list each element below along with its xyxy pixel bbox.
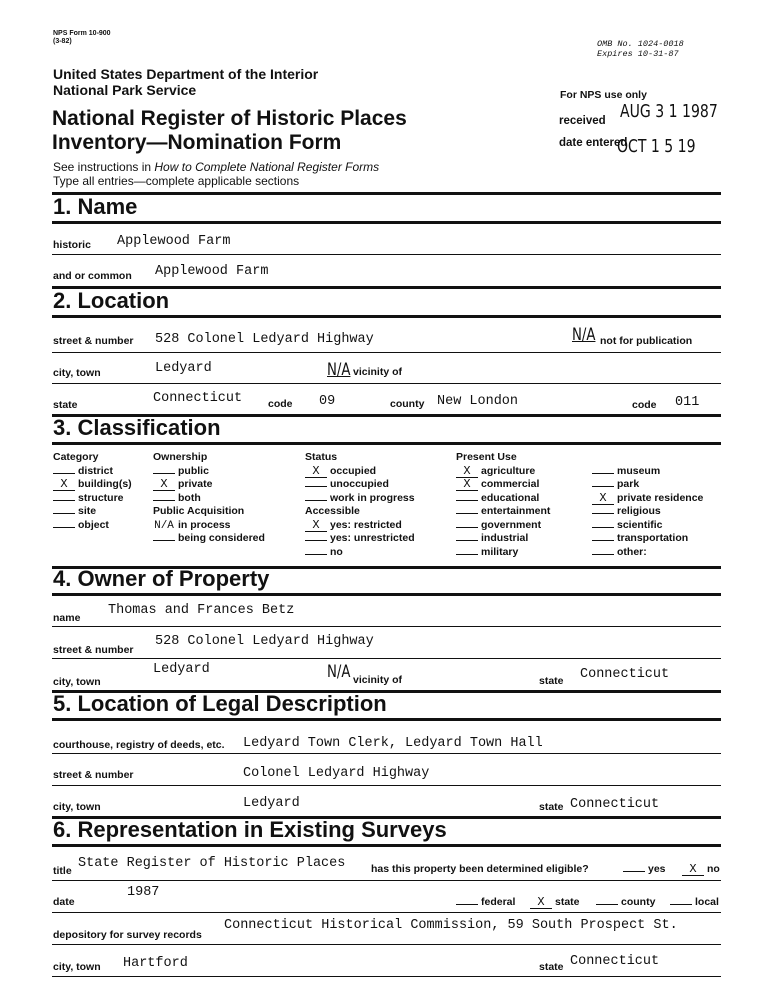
field-line bbox=[52, 383, 721, 384]
present-use-option[interactable]: scientific bbox=[592, 519, 703, 533]
present-use-option[interactable]: educational bbox=[456, 492, 550, 506]
ownership-column bbox=[153, 451, 265, 546]
survey-title-value: State Register of Historic Places bbox=[78, 856, 346, 871]
state-code-label: code bbox=[268, 398, 293, 410]
state-label: state bbox=[53, 399, 78, 411]
checkbox[interactable]: N/A bbox=[154, 519, 174, 532]
received-label: received bbox=[559, 115, 606, 127]
date-entered-label: date entered bbox=[559, 137, 628, 149]
received-stamp: AUG 3 1 1987 bbox=[620, 101, 718, 122]
legal-state-value: Connecticut bbox=[570, 797, 660, 812]
field-line bbox=[52, 944, 721, 945]
present-use-option[interactable]: X private residence bbox=[592, 492, 703, 506]
county-code-value: 011 bbox=[675, 395, 700, 410]
survey-city-label: city, town bbox=[53, 961, 101, 973]
field-line bbox=[52, 785, 721, 786]
present-use-option[interactable]: entertainment bbox=[456, 505, 550, 519]
checkbox[interactable] bbox=[53, 527, 75, 528]
checkbox[interactable] bbox=[153, 540, 175, 541]
survey-state[interactable]: X state bbox=[530, 896, 580, 909]
present-use-option[interactable]: other: bbox=[592, 546, 703, 560]
owner-vicinity-label: vicinity of bbox=[353, 674, 403, 686]
legal-street-label: street & number bbox=[53, 769, 134, 781]
present-use-option[interactable]: military bbox=[456, 546, 550, 560]
eligible-question: has this property been determined eligible? bbox=[371, 863, 589, 875]
survey-city-value: Hartford bbox=[123, 956, 188, 971]
status-column bbox=[305, 451, 415, 559]
depository-label: depository for survey records bbox=[53, 929, 202, 941]
section-divider bbox=[52, 718, 721, 721]
owner-name-label: name bbox=[53, 612, 81, 624]
service-name: National Park Service bbox=[53, 82, 197, 98]
field-line bbox=[52, 912, 721, 913]
checkbox[interactable] bbox=[592, 527, 614, 528]
owner-city-value: Ledyard bbox=[153, 662, 210, 677]
present-use-option[interactable]: X agriculture bbox=[456, 465, 550, 479]
section-divider bbox=[52, 315, 721, 318]
ownership-option[interactable]: public bbox=[153, 465, 265, 479]
owner-name-value: Thomas and Frances Betz bbox=[108, 603, 295, 618]
omb-expires: Expires 10-31-87 bbox=[597, 49, 679, 59]
checkbox[interactable] bbox=[596, 904, 618, 905]
survey-state-label: state bbox=[539, 961, 564, 973]
field-line bbox=[52, 254, 721, 255]
category-option[interactable]: site bbox=[53, 505, 132, 519]
legal-city-label: city, town bbox=[53, 801, 101, 813]
section-1-heading: 1. Name bbox=[53, 194, 138, 219]
checkbox[interactable] bbox=[456, 904, 478, 905]
checkbox[interactable] bbox=[53, 500, 75, 501]
section-6-heading: 6. Representation in Existing Surveys bbox=[53, 817, 447, 842]
field-line bbox=[52, 880, 721, 881]
checkbox[interactable] bbox=[456, 513, 478, 514]
status-option[interactable]: unoccupied bbox=[305, 478, 415, 492]
accessible-option[interactable]: X yes: restricted bbox=[305, 519, 415, 533]
present-use-column bbox=[456, 451, 550, 559]
section-4-heading: 4. Owner of Property bbox=[53, 566, 270, 591]
section-5-heading: 5. Location of Legal Description bbox=[53, 691, 387, 716]
date-entered-stamp: OCT 1 5 19 bbox=[617, 136, 696, 157]
section-3-heading: 3. Classification bbox=[53, 415, 221, 440]
checkbox[interactable] bbox=[456, 554, 478, 555]
section-2-heading: 2. Location bbox=[53, 288, 170, 313]
section-divider bbox=[52, 221, 721, 224]
omb-number: OMB No. 1024-0018 bbox=[597, 39, 684, 49]
checkbox[interactable] bbox=[456, 527, 478, 528]
checkbox[interactable]: X bbox=[456, 479, 478, 491]
acquisition-option[interactable]: N/A in process bbox=[154, 518, 231, 532]
survey-date-label: date bbox=[53, 896, 75, 908]
owner-city-label: city, town bbox=[53, 676, 101, 688]
county-value: New London bbox=[437, 394, 519, 409]
legal-state-label: state bbox=[539, 801, 564, 813]
present-use-option[interactable]: industrial bbox=[456, 532, 550, 546]
owner-state-label: state bbox=[539, 675, 564, 687]
accessible-option[interactable]: yes: unrestricted bbox=[305, 532, 415, 546]
category-heading: Category bbox=[53, 451, 99, 463]
owner-state-value: Connecticut bbox=[580, 667, 670, 682]
status-heading: Status bbox=[305, 451, 338, 463]
field-line bbox=[52, 658, 721, 659]
instructions-title: How to Complete National Register Forms bbox=[154, 160, 380, 174]
form-title-line1: National Register of Historic Places bbox=[52, 107, 407, 130]
form-date: (3-82) bbox=[53, 38, 72, 45]
eligible-no[interactable]: X no bbox=[682, 863, 720, 876]
nps-use-only: For NPS use only bbox=[560, 89, 647, 101]
legal-city-value: Ledyard bbox=[243, 796, 300, 811]
checkbox[interactable] bbox=[305, 554, 327, 555]
survey-local[interactable]: local bbox=[670, 896, 719, 908]
checkbox[interactable]: X bbox=[456, 466, 478, 478]
field-line bbox=[52, 976, 721, 977]
courthouse-label: courthouse, registry of deeds, etc. bbox=[53, 739, 225, 751]
category-column bbox=[53, 451, 132, 532]
checkbox[interactable]: X bbox=[682, 864, 704, 876]
present-use-option[interactable]: X commercial bbox=[456, 478, 550, 492]
historic-label: historic bbox=[53, 239, 91, 251]
owner-street-value: 528 Colonel Ledyard Highway bbox=[155, 634, 374, 649]
checkbox[interactable] bbox=[305, 486, 327, 487]
accessible-option[interactable]: no bbox=[305, 546, 415, 560]
form-title-line2: Inventory—Nomination Form bbox=[52, 131, 342, 154]
instructions-line1: See instructions in How to Complete National Register Forms bbox=[53, 160, 380, 174]
ownership-option[interactable]: both bbox=[153, 492, 265, 506]
county-code-label: code bbox=[632, 399, 657, 411]
status-option[interactable]: X occupied bbox=[305, 465, 415, 479]
survey-federal[interactable]: federal bbox=[456, 896, 515, 908]
status-option[interactable]: work in progress bbox=[305, 492, 415, 506]
location-city-value: Ledyard bbox=[155, 361, 212, 376]
checkbox[interactable] bbox=[305, 500, 327, 501]
field-line bbox=[52, 626, 721, 627]
ownership-heading: Ownership bbox=[153, 451, 208, 463]
ownership-option[interactable]: X private bbox=[153, 478, 265, 492]
present-use-heading: Present Use bbox=[456, 451, 517, 463]
checkbox[interactable] bbox=[592, 473, 614, 474]
survey-state-value: Connecticut bbox=[570, 954, 660, 969]
eligible-yes[interactable]: yes bbox=[623, 863, 666, 875]
survey-date-value: 1987 bbox=[127, 885, 160, 900]
present-use-option[interactable]: government bbox=[456, 519, 550, 533]
owner-street-label: street & number bbox=[53, 644, 134, 656]
checkbox[interactable]: X bbox=[530, 897, 552, 909]
owner-vicinity-mark: N/A bbox=[327, 662, 351, 682]
form-number: NPS Form 10-900 bbox=[53, 30, 111, 37]
checkbox[interactable] bbox=[456, 500, 478, 501]
present-use-option[interactable]: religious bbox=[592, 505, 703, 519]
county-label: county bbox=[390, 398, 425, 410]
checkbox[interactable]: X bbox=[305, 466, 327, 478]
common-name-value: Applewood Farm bbox=[155, 264, 269, 279]
category-option[interactable]: district bbox=[53, 465, 132, 479]
present-use-option[interactable]: transportation bbox=[592, 532, 703, 546]
checkbox[interactable] bbox=[53, 473, 75, 474]
present-use-option[interactable]: museum bbox=[592, 465, 703, 479]
checkbox[interactable]: X bbox=[592, 493, 614, 505]
not-for-publication-label: not for publication bbox=[600, 335, 693, 347]
depository-value: Connecticut Historical Commission, 59 South Prospect St. bbox=[224, 918, 678, 933]
field-line bbox=[52, 352, 721, 353]
checkbox[interactable] bbox=[592, 513, 614, 514]
survey-county[interactable]: county bbox=[596, 896, 655, 908]
section-divider bbox=[52, 192, 721, 195]
department-name: United States Department of the Interior bbox=[53, 66, 319, 82]
vicinity-mark: N/A bbox=[327, 360, 351, 380]
field-line bbox=[52, 753, 721, 754]
checkbox[interactable] bbox=[305, 540, 327, 541]
accessible-heading: Accessible bbox=[305, 505, 360, 517]
checkbox[interactable]: X bbox=[53, 479, 75, 491]
checkbox[interactable] bbox=[456, 540, 478, 541]
category-option[interactable]: object bbox=[53, 519, 132, 533]
historic-name-value: Applewood Farm bbox=[117, 234, 231, 249]
checkbox[interactable] bbox=[592, 486, 614, 487]
checkbox[interactable] bbox=[592, 554, 614, 555]
common-name-label: and or common bbox=[53, 270, 132, 282]
checkbox[interactable] bbox=[670, 904, 692, 905]
location-street-value: 528 Colonel Ledyard Highway bbox=[155, 332, 374, 347]
legal-street-value: Colonel Ledyard Highway bbox=[243, 766, 430, 781]
checkbox[interactable] bbox=[153, 500, 175, 501]
section-divider bbox=[52, 593, 721, 596]
courthouse-value: Ledyard Town Clerk, Ledyard Town Hall bbox=[243, 736, 543, 751]
checkbox[interactable] bbox=[592, 540, 614, 541]
checkbox[interactable] bbox=[53, 513, 75, 514]
checkbox[interactable] bbox=[623, 871, 645, 872]
acquisition-option[interactable]: being considered bbox=[153, 532, 265, 546]
section-divider bbox=[52, 844, 721, 847]
checkbox[interactable] bbox=[153, 473, 175, 474]
instructions-line2: Type all entries—complete applicable sections bbox=[53, 174, 300, 188]
acquisition-heading: Public Acquisition bbox=[153, 505, 245, 517]
section-divider bbox=[52, 442, 721, 445]
state-code-value: 09 bbox=[319, 394, 336, 409]
location-state-value: Connecticut bbox=[153, 391, 243, 406]
city-town-label: city, town bbox=[53, 367, 101, 379]
not-for-publication-mark: N/A bbox=[572, 325, 596, 345]
checkbox[interactable]: X bbox=[305, 520, 327, 532]
present-use-column-2 bbox=[592, 465, 703, 560]
vicinity-label: vicinity of bbox=[353, 366, 403, 378]
category-option[interactable]: structure bbox=[53, 492, 132, 506]
present-use-option[interactable]: park bbox=[592, 478, 703, 492]
survey-title-label: title bbox=[53, 865, 72, 877]
checkbox[interactable]: X bbox=[153, 479, 175, 491]
category-option[interactable]: X building(s) bbox=[53, 478, 132, 492]
street-number-label: street & number bbox=[53, 335, 134, 347]
